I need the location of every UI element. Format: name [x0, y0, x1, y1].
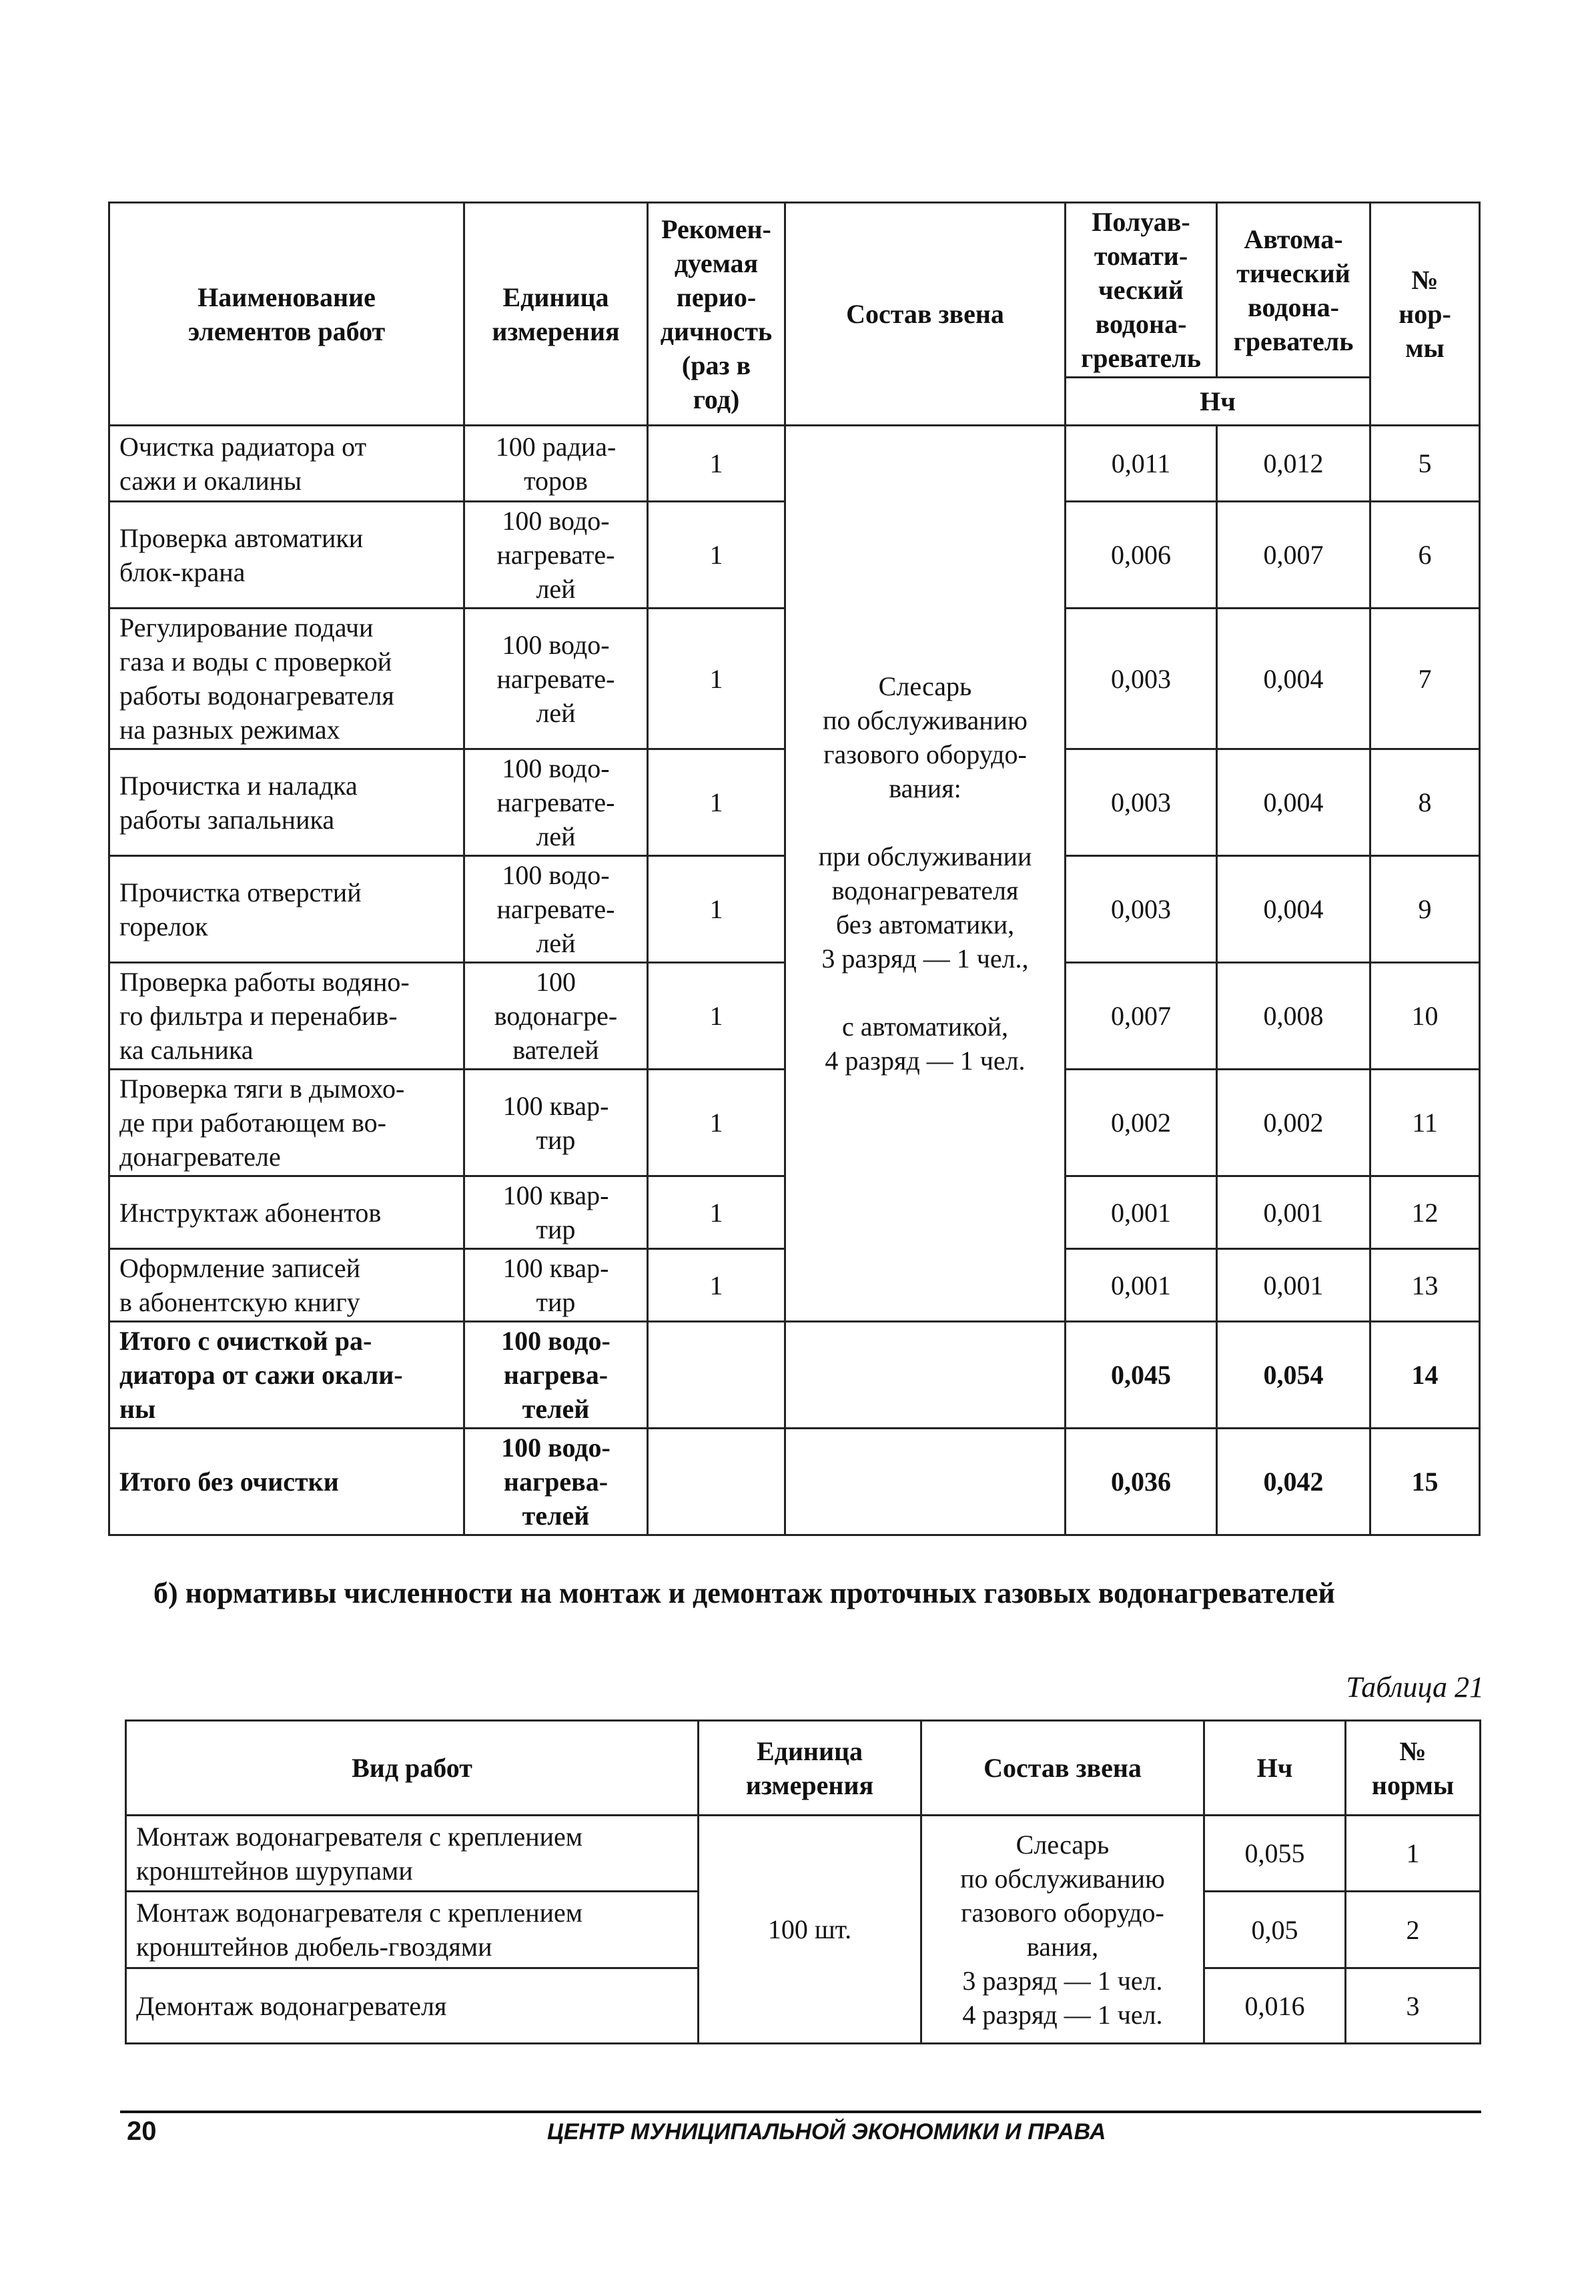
automatic-value: 0,054: [1217, 1322, 1370, 1429]
work-name: Итого без очистки: [109, 1429, 464, 1535]
frequency: 1: [648, 426, 785, 502]
crew-composition: Слесарь по обслуживанию газового оборудо- вания: при обслуживании водонагревателя без автоматики, 3 разряд — 1 чел., с автоматикой, 4 разряд — 1 чел.: [785, 426, 1066, 1322]
work-type: Монтаж водонагревателя с креплением кронштейнов шурупами: [126, 1816, 699, 1892]
frequency: 1: [648, 502, 785, 609]
automatic-value: 0,004: [1217, 609, 1370, 749]
norms-table-water-heater-service: [108, 202, 1481, 1536]
automatic-value: 0,001: [1217, 1249, 1370, 1322]
total-row: [109, 1322, 1480, 1429]
norm-number: 12: [1370, 1176, 1480, 1249]
unit: 100 водонагре- вателей: [464, 963, 648, 1070]
total-row: [109, 1429, 1480, 1535]
header-crew: Состав звена: [785, 203, 1066, 426]
semi-automatic-value: 0,001: [1066, 1249, 1217, 1322]
semi-automatic-value: 0,036: [1066, 1429, 1217, 1535]
crew-empty: [785, 1429, 1066, 1535]
footer-rule: [120, 2111, 1481, 2113]
automatic-value: 0,007: [1217, 502, 1370, 609]
unit: 100 радиа- торов: [464, 426, 648, 502]
crew-empty: [785, 1322, 1066, 1429]
header-norm-number: № нор- мы: [1370, 203, 1480, 426]
semi-automatic-value: 0,002: [1066, 1070, 1217, 1176]
semi-automatic-value: 0,003: [1066, 749, 1217, 856]
automatic-value: 0,042: [1217, 1429, 1370, 1535]
header-periodicity: Рекомен- дуемая перио- дичность (раз в год): [648, 203, 785, 426]
frequency: 1: [648, 609, 785, 749]
work-name: Прочистка и наладка работы запальника: [109, 749, 464, 856]
semi-automatic-value: 0,003: [1066, 609, 1217, 749]
norm-number: 2: [1346, 1892, 1481, 1968]
norm-number: 7: [1370, 609, 1480, 749]
unit: 100 водо- нагревате- лей: [464, 749, 648, 856]
norm-number: 9: [1370, 856, 1480, 963]
frequency: 1: [648, 1249, 785, 1322]
work-name: Оформление записей в абонентскую книгу: [109, 1249, 464, 1322]
norm-number: 11: [1370, 1070, 1480, 1176]
frequency-empty: [648, 1322, 785, 1429]
header-semi-automatic-heater: Полуав- томати- ческий водона- греватель: [1066, 203, 1217, 378]
labor-hours-value: 0,05: [1204, 1892, 1346, 1968]
header-work-elements: Наименование элементов работ: [109, 203, 464, 426]
semi-automatic-value: 0,007: [1066, 963, 1217, 1070]
unit: 100 шт.: [699, 1816, 921, 2044]
automatic-value: 0,008: [1217, 963, 1370, 1070]
table-row: [109, 426, 1480, 502]
norm-number: 5: [1370, 426, 1480, 502]
unit: 100 водо- нагревате- лей: [464, 856, 648, 963]
section-subtitle: б) нормативы численности на монтаж и демонтаж проточных газовых водонагревателей: [153, 1577, 1335, 1609]
semi-automatic-value: 0,003: [1066, 856, 1217, 963]
header-work-type: Вид работ: [126, 1721, 699, 1816]
work-name: Проверка работы водяно- го фильтра и перенабив- ка сальника: [109, 963, 464, 1070]
frequency: 1: [648, 749, 785, 856]
work-type: Демонтаж водонагревателя: [126, 1968, 699, 2044]
norm-number: 8: [1370, 749, 1480, 856]
norm-number: 1: [1346, 1816, 1481, 1892]
semi-automatic-value: 0,001: [1066, 1176, 1217, 1249]
unit: 100 водо- нагревате- лей: [464, 502, 648, 609]
header-crew: Состав звена: [921, 1721, 1204, 1816]
work-name: Очистка радиатора от сажи и окалины: [109, 426, 464, 502]
norm-number: 10: [1370, 963, 1480, 1070]
table-caption: Таблица 21: [1346, 1671, 1484, 1703]
automatic-value: 0,012: [1217, 426, 1370, 502]
automatic-value: 0,001: [1217, 1176, 1370, 1249]
header-automatic-heater: Автома- тический водона- греватель: [1217, 203, 1370, 378]
frequency-empty: [648, 1429, 785, 1535]
work-name: Инструктаж абонентов: [109, 1176, 464, 1249]
norm-number: 15: [1370, 1429, 1480, 1535]
norm-number: 6: [1370, 502, 1480, 609]
unit: 100 квар- тир: [464, 1176, 648, 1249]
header-unit: Единица измерения: [699, 1721, 921, 1816]
header-labor-hours: Нч: [1066, 378, 1370, 426]
automatic-value: 0,004: [1217, 749, 1370, 856]
norms-table-installation: [125, 1719, 1481, 2044]
norm-number: 3: [1346, 1968, 1481, 2044]
work-name: Регулирование подачи газа и воды с проверкой работы водонагревателя на разных режимах: [109, 609, 464, 749]
semi-automatic-value: 0,045: [1066, 1322, 1217, 1429]
header-norm-number: № нормы: [1346, 1721, 1481, 1816]
automatic-value: 0,004: [1217, 856, 1370, 963]
norm-number: 14: [1370, 1322, 1480, 1429]
work-name: Прочистка отверстий горелок: [109, 856, 464, 963]
page-number: 20: [127, 2117, 157, 2146]
semi-automatic-value: 0,011: [1066, 426, 1217, 502]
work-type: Монтаж водонагревателя с креплением кронштейнов дюбель-гвоздями: [126, 1892, 699, 1968]
frequency: 1: [648, 963, 785, 1070]
frequency: 1: [648, 1070, 785, 1176]
labor-hours-value: 0,016: [1204, 1968, 1346, 2044]
unit: 100 квар- тир: [464, 1070, 648, 1176]
header-unit: Единица измерения: [464, 203, 648, 426]
table-row: [126, 1816, 1481, 1892]
header-labor-hours: Нч: [1204, 1721, 1346, 1816]
unit: 100 квар- тир: [464, 1249, 648, 1322]
frequency: 1: [648, 856, 785, 963]
unit: 100 водо- нагревате- лей: [464, 609, 648, 749]
work-name: Итого с очисткой ра- диатора от сажи окали- ны: [109, 1322, 464, 1429]
crew-composition: Слесарь по обслуживанию газового оборудо- вания, 3 разряд — 1 чел. 4 разряд — 1 чел.: [921, 1816, 1204, 2044]
frequency: 1: [648, 1176, 785, 1249]
unit: 100 водо- нагрева- телей: [464, 1429, 648, 1535]
work-name: Проверка тяги в дымохо- де при работающем во- донагревателе: [109, 1070, 464, 1176]
norm-number: 13: [1370, 1249, 1480, 1322]
semi-automatic-value: 0,006: [1066, 502, 1217, 609]
labor-hours-value: 0,055: [1204, 1816, 1346, 1892]
work-name: Проверка автоматики блок-крана: [109, 502, 464, 609]
automatic-value: 0,002: [1217, 1070, 1370, 1176]
publisher-name: ЦЕНТР МУНИЦИПАЛЬНОЙ ЭКОНОМИКИ И ПРАВА: [547, 2119, 1106, 2145]
unit: 100 водо- нагрева- телей: [464, 1322, 648, 1429]
